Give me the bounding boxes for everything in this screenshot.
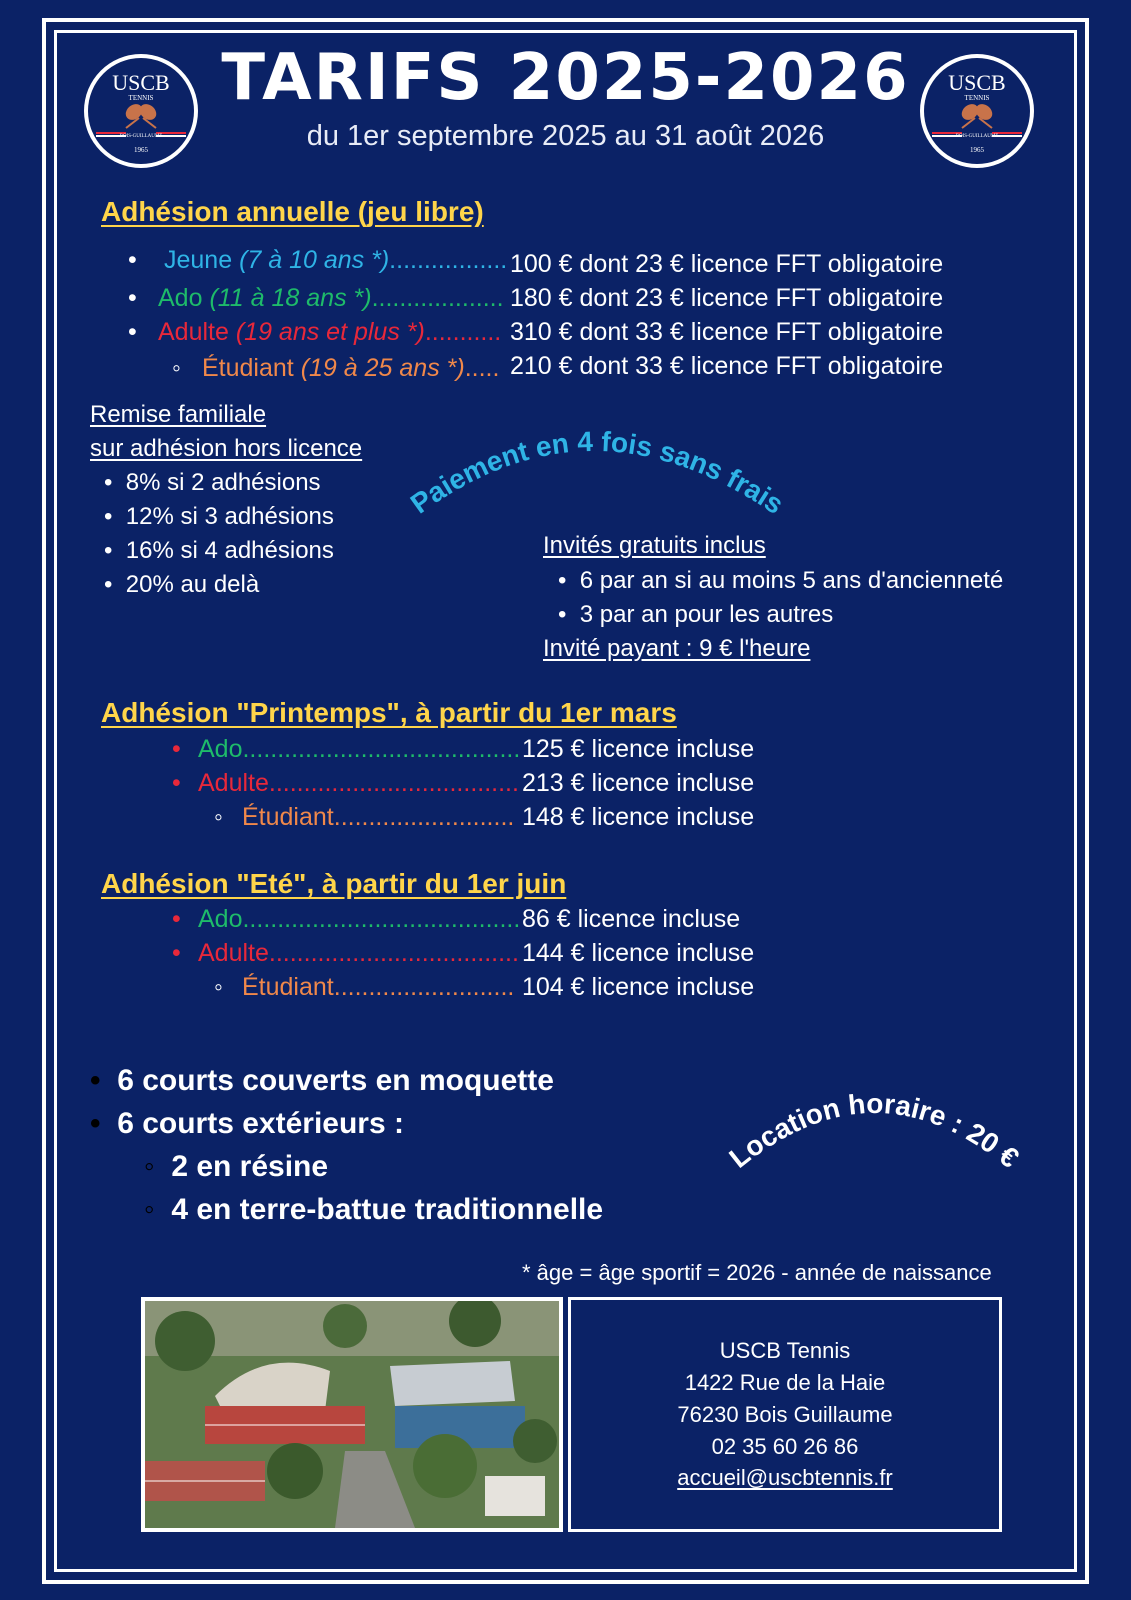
- summer-row-etudiant: [214, 971, 794, 1005]
- row-value: 210 € dont 33 € licence FFT obligatoire: [510, 352, 944, 380]
- logo-year: 1965: [970, 146, 984, 154]
- logo-town: BOIS-GUILLAUME: [119, 134, 163, 139]
- row-label: Adulte....................................: [198, 769, 519, 797]
- address-street: 1422 Rue de la Haie: [684, 1370, 886, 1395]
- bullet-icon: •: [128, 246, 137, 274]
- row-label: Adulte (19 ans et plus *)...........: [158, 318, 502, 346]
- bullet-icon: •: [128, 318, 137, 346]
- annual-row-jeune: [128, 244, 968, 278]
- row-value: 144 € licence incluse: [522, 939, 755, 967]
- courts-sub-item: ◦ 4 en terre-battue traditionnelle: [144, 1193, 604, 1226]
- family-item: • 8% si 2 adhésions: [104, 469, 321, 496]
- spring-heading: Adhésion "Printemps", à partir du 1er mars: [101, 697, 677, 728]
- row-value: 148 € licence incluse: [522, 803, 755, 831]
- row-label: Étudiant..........................: [242, 803, 515, 831]
- row-value: 100 € dont 23 € licence FFT obligatoire: [510, 250, 944, 278]
- svg-text:Location horaire : 20 €: Location horaire : 20 €: [723, 1087, 1025, 1174]
- spring-row-adulte: [172, 767, 792, 801]
- row-label: Ado........................................: [198, 735, 521, 763]
- bullet-icon: •: [172, 939, 181, 967]
- page-title: TARIFS 2025-2026: [221, 41, 910, 115]
- age-note: * âge = âge sportif = 2026 - année de naissance: [522, 1260, 992, 1285]
- guests-heading: Invités gratuits inclus: [543, 532, 766, 559]
- guests-item: • 3 par an pour les autres: [558, 601, 834, 628]
- logo-name: USCB: [112, 70, 170, 95]
- svg-text:Paiement en 4 fois sans frais: Paiement en 4 fois sans frais: [404, 425, 790, 520]
- circle-bullet-icon: ◦: [214, 973, 223, 1001]
- row-value: 125 € licence incluse: [522, 735, 755, 763]
- circle-bullet-icon: ◦: [172, 354, 181, 382]
- row-value: 180 € dont 23 € licence FFT obligatoire: [510, 284, 944, 312]
- club-aerial-photo: [141, 1297, 563, 1532]
- bullet-icon: •: [172, 735, 181, 763]
- address-email-link[interactable]: accueil@uscbtennis.fr: [677, 1465, 893, 1490]
- logo-sport: TENNIS: [128, 94, 154, 102]
- logo-town: BOIS-GUILLAUME: [955, 134, 999, 139]
- page-subtitle: du 1er septembre 2025 au 31 août 2026: [306, 120, 825, 152]
- bullet-icon: •: [172, 769, 181, 797]
- row-label: Adulte....................................: [198, 939, 519, 967]
- row-label: Ado........................................: [198, 905, 521, 933]
- logo-year: 1965: [134, 146, 148, 154]
- row-value: 104 € licence incluse: [522, 973, 755, 1001]
- row-value: 86 € licence incluse: [522, 905, 741, 933]
- logo-name: USCB: [948, 70, 1006, 95]
- logo-sport: TENNIS: [964, 94, 990, 102]
- annual-row-ado: [128, 282, 968, 316]
- courts-sub-item: ◦ 2 en résine: [144, 1150, 329, 1183]
- spring-row-ado: [172, 733, 792, 767]
- annual-row-etudiant: [172, 352, 972, 386]
- address-city: 76230 Bois Guillaume: [677, 1402, 893, 1427]
- row-value: 310 € dont 33 € licence FFT obligatoire: [510, 318, 944, 346]
- guests-paying: Invité payant : 9 € l'heure: [543, 635, 811, 662]
- summer-heading: Adhésion "Eté", à partir du 1er juin: [101, 868, 567, 899]
- annual-row-adulte: [128, 316, 968, 350]
- spring-row-etudiant: [214, 801, 794, 835]
- club-logo-left: [82, 52, 200, 170]
- address-name: USCB Tennis: [719, 1338, 851, 1363]
- family-heading-line2: sur adhésion hors licence: [90, 435, 363, 462]
- circle-bullet-icon: ◦: [214, 803, 223, 831]
- row-label: Étudiant..........................: [242, 973, 515, 1001]
- row-label: Étudiant (19 à 25 ans *).....: [202, 354, 500, 382]
- address-phone: 02 35 60 26 86: [711, 1434, 859, 1459]
- annual-heading: Adhésion annuelle (jeu libre): [101, 196, 484, 227]
- family-heading-line1: Remise familiale: [90, 401, 267, 428]
- bullet-icon: •: [172, 905, 181, 933]
- row-label: Ado (11 à 18 ans *)...................: [158, 284, 504, 312]
- row-label: Jeune (7 à 10 ans *).................: [164, 246, 508, 274]
- summer-row-ado: [172, 903, 792, 937]
- family-item: • 12% si 3 adhésions: [104, 503, 334, 530]
- summer-row-adulte: [172, 937, 792, 971]
- family-item: • 20% au delà: [104, 571, 260, 598]
- payment-arc-text: [380, 400, 820, 540]
- courts-indoor: • 6 courts couverts en moquette: [90, 1064, 554, 1097]
- guests-item: • 6 par an si au moins 5 ans d'ancienneté: [558, 567, 1004, 594]
- bullet-icon: •: [128, 284, 137, 312]
- club-logo-right: [918, 52, 1036, 170]
- courts-outdoor: • 6 courts extérieurs :: [90, 1107, 404, 1140]
- rental-arc-text: [700, 1068, 1050, 1198]
- family-item: • 16% si 4 adhésions: [104, 537, 334, 564]
- row-value: 213 € licence incluse: [522, 769, 755, 797]
